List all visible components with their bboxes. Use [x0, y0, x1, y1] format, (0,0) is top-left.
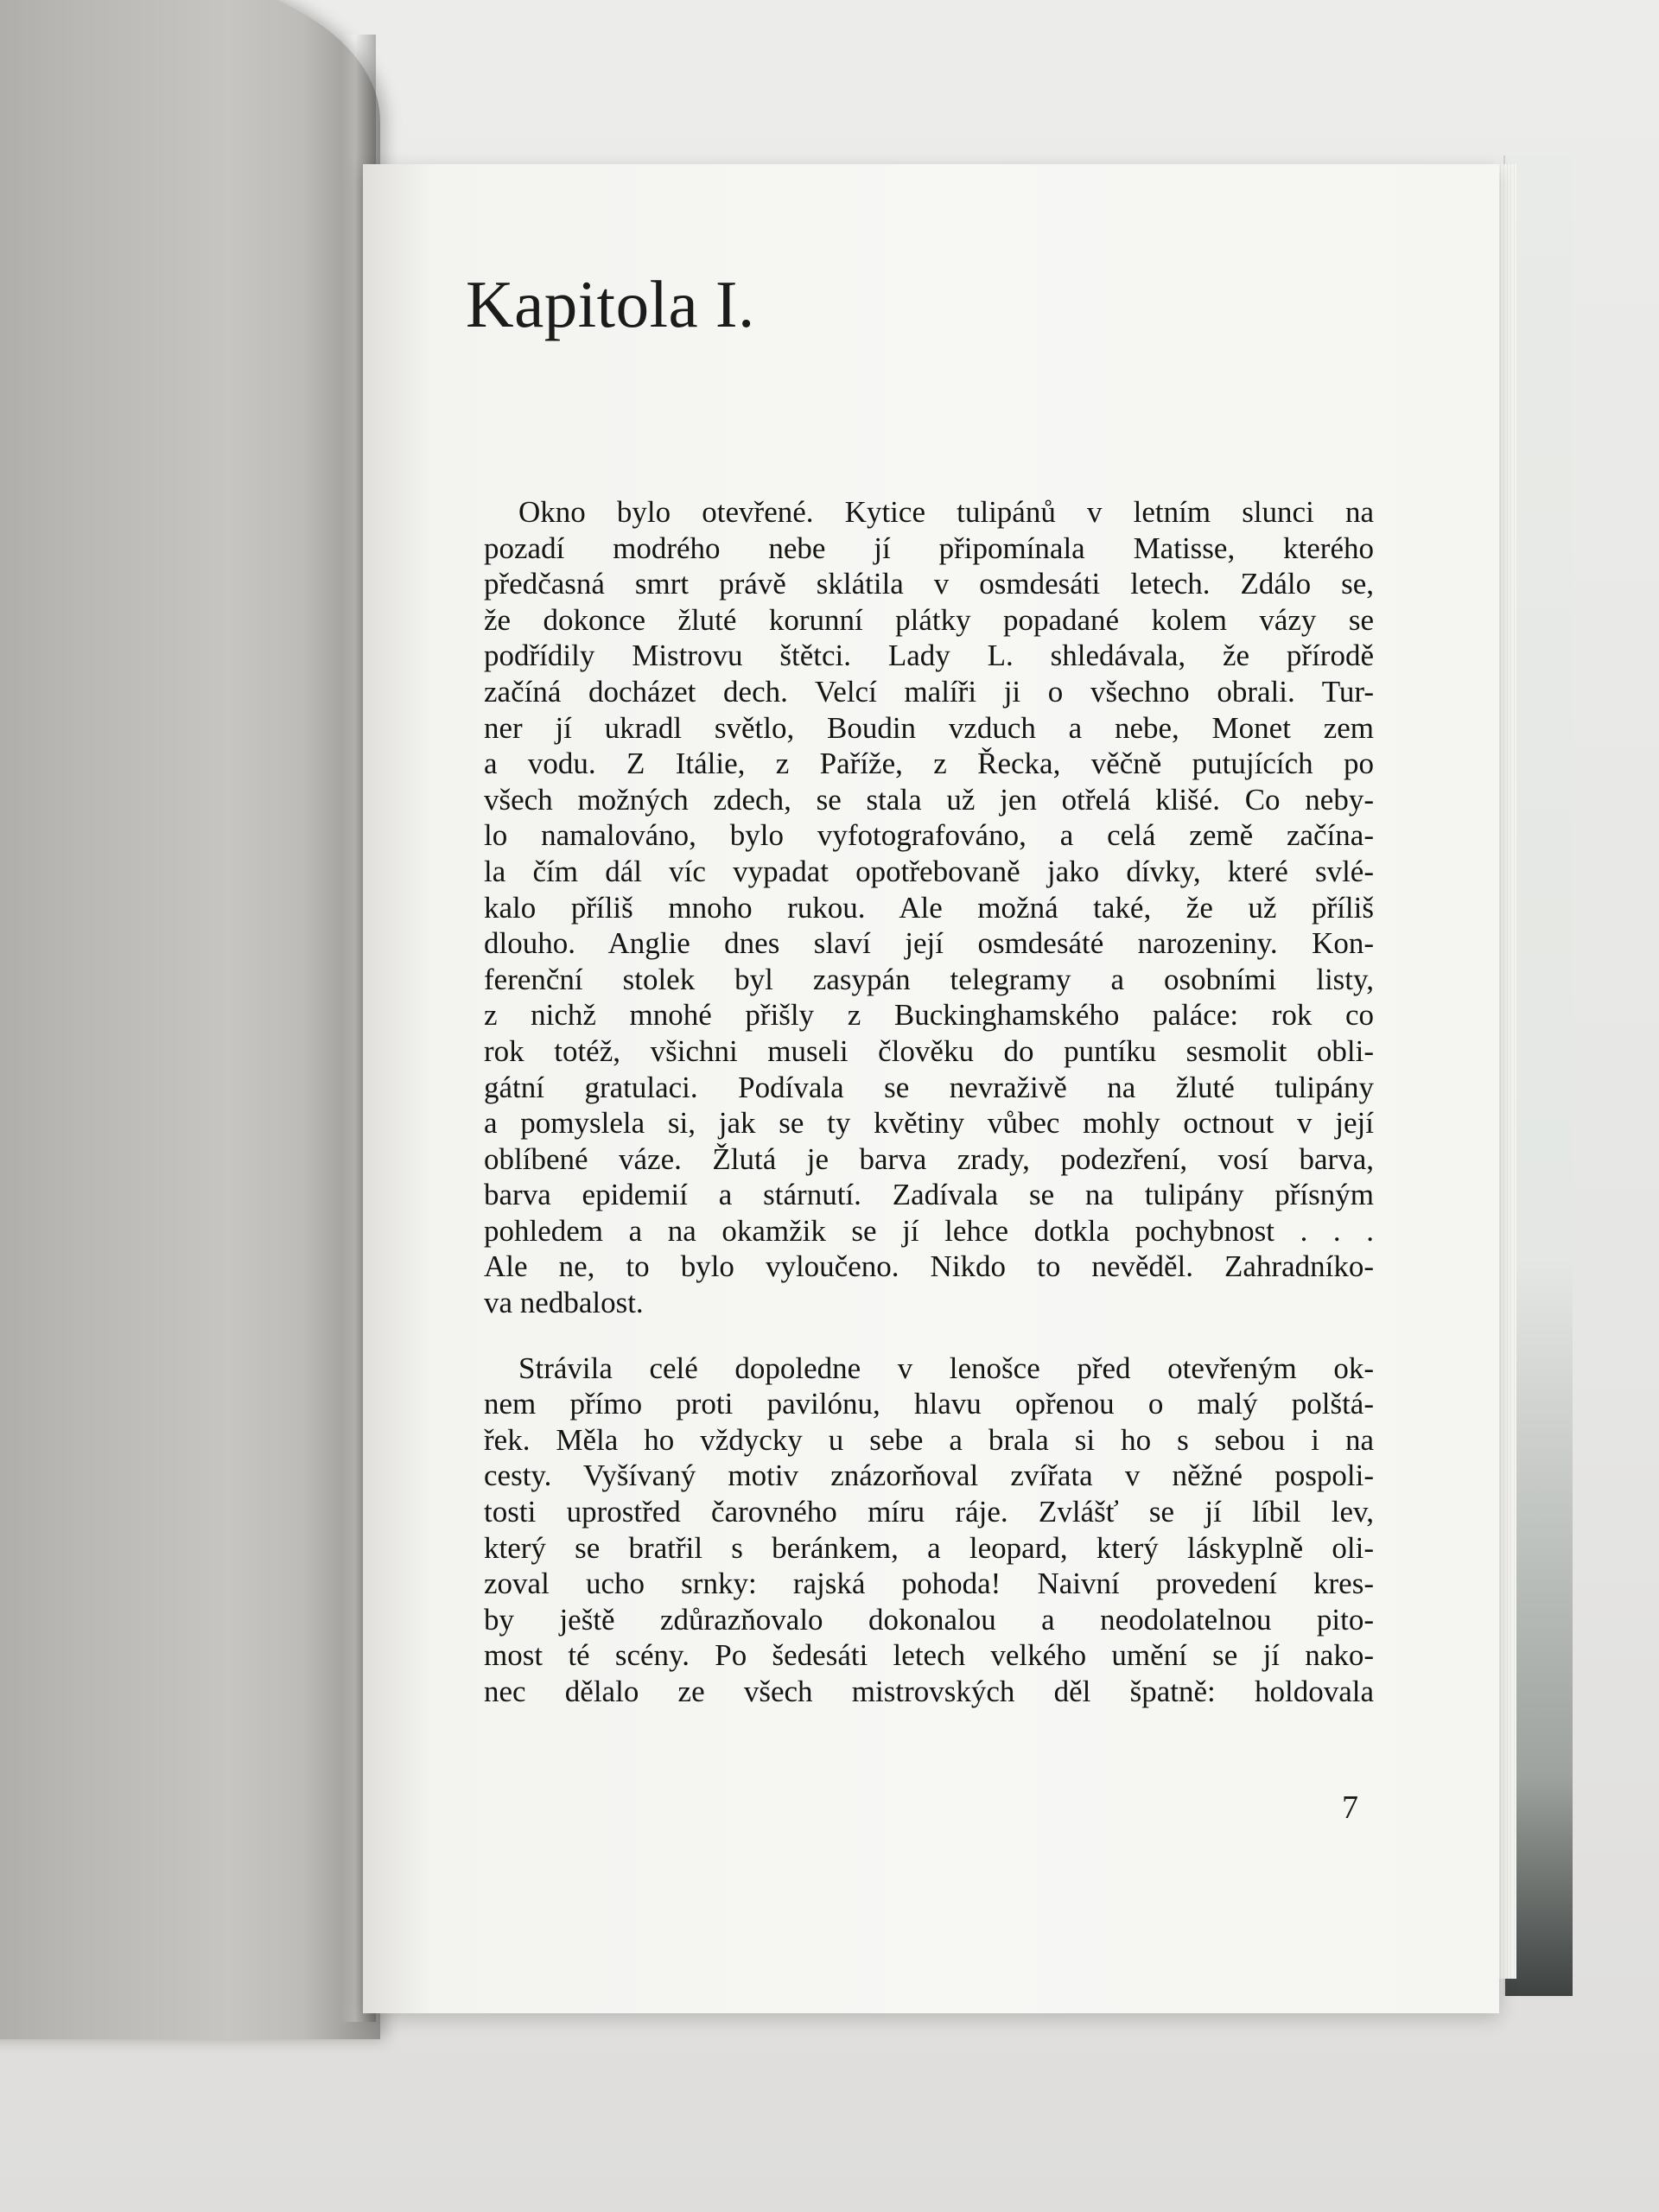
- text-line: z nichž mnohé přišly z Buckinghamského paláce: rok co: [484, 998, 1374, 1033]
- text-line: lo namalováno, bylo vyfotografováno, a celá země začína-: [484, 818, 1374, 853]
- text-line: la čím dál víc vypadat opotřebovaně jako dívky, které svlé-: [484, 854, 1374, 888]
- text-line: barva epidemií a stárnutí. Zadívala se na tulipány přísným: [484, 1178, 1374, 1212]
- text-line: rok totéž, všichni museli člověku do puntíku sesmolit obli-: [484, 1033, 1374, 1068]
- text-line: který se bratřil s beránkem, a leopard, který láskyplně oli-: [484, 1530, 1374, 1565]
- text-line: va nedbalost.: [484, 1286, 644, 1320]
- paragraph: [484, 1351, 1374, 1710]
- text-line: a pomyslela si, jak se ty květiny vůbec mohly octnout v její: [484, 1106, 1374, 1141]
- chapter-title: Kapitola I.: [466, 267, 755, 341]
- left-page: [0, 0, 380, 2039]
- right-page: [363, 164, 1499, 2013]
- text-line: kalo příliš mnoho rukou. Ale možná také, že už příliš: [484, 890, 1374, 925]
- text-line: gátní gratulaci. Podívala se nevraživě na žluté tulipány: [484, 1070, 1374, 1104]
- text-line: řek. Měla ho vždycky u sebe a brala si ho s sebou i na: [484, 1422, 1374, 1457]
- text-line: pozadí modrého nebe jí připomínala Matisse, kterého: [484, 531, 1374, 565]
- text-line: a vodu. Z Itálie, z Paříže, z Řecka, věčně putujících po: [484, 747, 1374, 781]
- text-line: nec dělalo ze všech mistrovských děl špatně: holdovala: [484, 1675, 1374, 1708]
- text-line: cesty. Vyšívaný motiv znázorňoval zvířata v něžné pospoli-: [484, 1459, 1374, 1493]
- text-line: podřídily Mistrovu štětci. Lady L. shledávala, že přírodě: [484, 639, 1374, 673]
- text-line: dlouho. Anglie dnes slaví její osmdesáté narozeniny. Kon-: [484, 926, 1374, 961]
- text-line: zoval ucho srnky: rajská pohoda! Naivní provedení kres-: [484, 1567, 1374, 1601]
- text-line: Strávila celé dopoledne v lenošce před otevřeným ok-: [518, 1351, 1374, 1385]
- text-line: Okno bylo otevřené. Kytice tulipánů v letním slunci na: [518, 495, 1374, 529]
- text-line: nem přímo proti pavilónu, hlavu opřenou o malý polštá-: [484, 1387, 1374, 1421]
- text-line: by ještě zdůrazňovalo dokonalou a neodolatelnou pito-: [484, 1602, 1374, 1637]
- text-line: začíná docházet dech. Velcí malíři ji o všechno obrali. Tur-: [484, 674, 1374, 709]
- text-line: předčasná smrt právě sklátila v osmdesáti letech. Zdálo se,: [484, 567, 1374, 601]
- text-line: ferenční stolek byl zasypán telegramy a osobními listy,: [484, 962, 1374, 996]
- text-line: tosti uprostřed čarovného míru ráje. Zvlášť se jí líbil lev,: [484, 1495, 1374, 1529]
- text-line: ner jí ukradl světlo, Boudin vzduch a nebe, Monet zem: [484, 710, 1374, 745]
- text-line: most té scény. Po šedesáti letech velkého umění se jí nako-: [484, 1638, 1374, 1673]
- text-line: Ale ne, to bylo vyloučeno. Nikdo to nevěděl. Zahradníko-: [484, 1249, 1374, 1284]
- text-line: pohledem a na okamžik se jí lehce dotkla pochybnost . . .: [484, 1213, 1374, 1248]
- page-number: 7: [1342, 1789, 1358, 1826]
- text-line: že dokonce žluté korunní plátky popadané kolem vázy se: [484, 602, 1374, 637]
- body-text: [484, 494, 1374, 1710]
- text-line: všech možných zdech, se stala už jen otřelá klišé. Co neby-: [484, 782, 1374, 817]
- text-line: oblíbené váze. Žlutá je barva zrady, podezření, vosí barva,: [484, 1141, 1374, 1176]
- paragraph: [484, 494, 1374, 1321]
